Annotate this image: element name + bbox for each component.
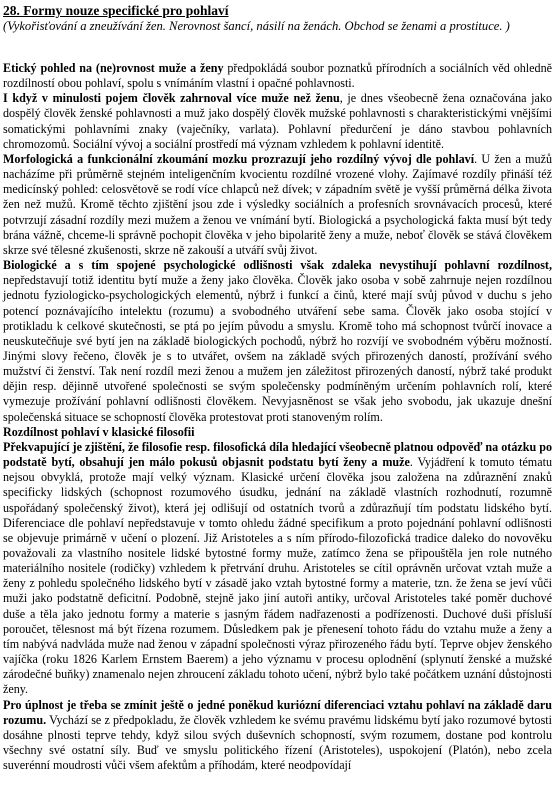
section-paragraph-2-lead: Pro úplnost je třeba se zmínit ještě o jedné poněkud kuriózní diferenciaci vztahu pohlaví na základě daru rozumu. [3,697,552,727]
paragraph-3-text: . U žen a mužů nacházíme při průměrně stejném inteligenčním kvocientu rozdílné vrozené vlohy. Zajímavé rozdíly přináší též medicínský pohled: celosvětově se rodí více chlapců než dívek; v západním světě je vyšší průměrná délka života žen než mužů. Kromě těchto zjištění jsou zde i výsledky sociálních a profesních srovnávacích procesů, které potvrzují zásadní rozdíly mezi mužem a ženou ve vnímání bytí. Biologická a psychologická fakta musí být tedy brána vážně, chceme-li správně pochopit člověka v jeho bipolaritě ženy a muže, neboť člověk se stává člověkem skrze své tělesné zkušenosti, skrze ně zakouší a utváří svůj život. [3,151,552,257]
section-paragraph-1-lead: Překvapující je zjištění, že filosofie resp. filosofická díla hledající všeobecně platnou odpověď na otázku po podstatě bytí, obsahují jen málo pokusů objasnit podstatu bytí ženy a muže [3,439,552,470]
paragraph-1 [3,61,552,91]
paragraph-3-lead: Morfologická a funkcionální zkoumání mozku prozrazují jeho rozdílný vývoj dle pohlaví [3,151,475,166]
paragraph-1-lead: Etický pohled na (ne)rovnost muže a ženy [3,61,224,75]
paragraph-2-text: , je dnes všeobecně žena označována jako dospělý člověk ženské pohlavnosti a muž jako dospělý člověk mužské pohlavnosti s charakteristickými vnějšími somatickými pohlavními znaky (vaječníky, varlata). Pohlavní předurčení je dáno stavbou pohlavních chromozomů. Sociální vývoj a sociální prostředí má význam vzhledem k pohlavní identitě. [3,91,552,151]
paragraph-4-text: nepředstavují totiž identitu bytí muže a ženy jako člověka. Člověk jako osoba v sobě zahrnuje nejen rozdílnou jednotu fyziologicko-psychologických elementů, nýbrž i funkcí a činů, které mají svůj původ v duchu s jeho potencí poznávajícího intelektu (rozumu) a svobodného utváření sebe sama. Člověk jako osoba stojící v protikladu k celkové skutečnosti, se ptá po jejím původu a smyslu. Kromě toho má schopnost tvůrčí inovace a neuskutečňuje své bytí jen na základě biologických pochodů, nýbrž ho rozvíjí ve svobodném výběru možností. Jinými slovy řečeno, člověk je s to utvářet, ovšem na základě svých přirozených daností, prožívání svého mužství či ženství. Tak není rozdíl mezi ženou a mužem jen záležitost přirozených daností, nýbrž také produkt dějin resp. dějinně utvořené společnosti se svým společensky podmíněným určením pohlavních rolí, které vymezuje prožívání pohlavní odlišnosti člověkem. Nevyjasněnost se však jeho svobodu, jak ukazuje dnešní společenská situace se schopností člověka protestovat proti stanoveným rolím. [3,273,552,424]
paragraph-1-text: předpokládá soubor poznatků přírodních a sociálních věd ohledně rozdílností obou pohlaví, spolu s vnímáním vlastní i opačné pohlavnosti. [3,61,552,91]
page-subtitle: (Vykořisťování a zneužívání žen. Nerovnost šancí, násilí na ženách. Obchod se ženami a prostituce. ) [3,19,510,33]
section-paragraph-1 [3,440,552,698]
section-paragraph-2-text: Vychází se z předpokladu, že člověk vzhledem ke svému pravému lidskému bytí jako rozumové bytosti dosáhne plnosti teprve tehdy, když silou svých duševních schopností, svým rozumem, dostane pod kontrolu všechny své ostatní síly. Buď ve smyslu politického řízení (Aristoteles), uspokojení (Platón), nebo zcela suverénní moudrosti vůči všem afektům a příhodám, které neodpovídají [3,712,552,773]
paragraph-4-lead: Biologické a s tím spojené psychologické odlišnosti však zdaleka nevystihují pohlavní rozdílnost, [3,258,552,273]
paragraph-3 [3,152,552,258]
section-paragraph-2 [3,698,552,774]
section-title: Rozdílnost pohlaví v klasické filosofii [3,424,195,439]
paragraph-2 [3,91,552,152]
section-paragraph-1-text: . Vyjádření k tomuto tématu nejsou obvyklá, protože mají velký význam. Klasické určení člověka jsou založena na zdůraznění znaků specificky lidských (schopnost rozumového úsudku, jednání na základě vlastních rozhodnutí, rozumně uspořádaný společenský život), která jej odlišují od ostatních tvorů a zdůrazňují tím podstatu lidského bytí. Diferenciace dle pohlaví nepředstavuje v tomto ohledu žádné specifikum a proto pojednání pohlavní odlišnosti se objevuje primárně v učení o plození. Již Aristoteles a s ním přírodo-filozofická tradice daleko do novověku považovali za vlastního nositele lidské bytostné formy muže, zatímco žena se připouštěla jen role nutného materiálního nositele (rodičky) vzhledem k přetrvání druhu. Aristoteles se cítil oprávněn určovat vztah muže a ženy z pohledu společného lidského bytí v zásadě jako vztah bytostné formy a materie, tzn. že žena se jeví vůči muži jako podstatně deficitní. Podobně, stejně jako jiní autoři antiky, určoval Aristoteles také poměr duchové duše a těla jako jednotu formy a materie s jasným řádem nadřazenosti a podřízenosti. Duchové duši přísluší poroučet, tělesnost má být řízena rozumem. Důsledkem pak je přenesení tohoto řádu do vztahu muže a ženy a tím nabývá nadvláda muže nad ženou v západní společnosti výraz přirozeného řádu bytí. Teprve objev ženského vajíčka (roku 1826 Karlem Ernstem Baerem) a jeho významu v procesu oplodnění (splynutí ženské a mužské zárodečné buňky) znamenalo nejen zhroucení základu tohoto učení, nýbrž bylo také počátkem uznání důstojnosti ženy. [3,455,552,697]
page-title: 28. Formy nouze specifické pro pohlaví [3,3,229,18]
paragraph-4 [3,258,552,425]
paragraph-2-lead: I když v minulosti pojem člověk zahrnoval více muže než ženu [3,91,340,106]
